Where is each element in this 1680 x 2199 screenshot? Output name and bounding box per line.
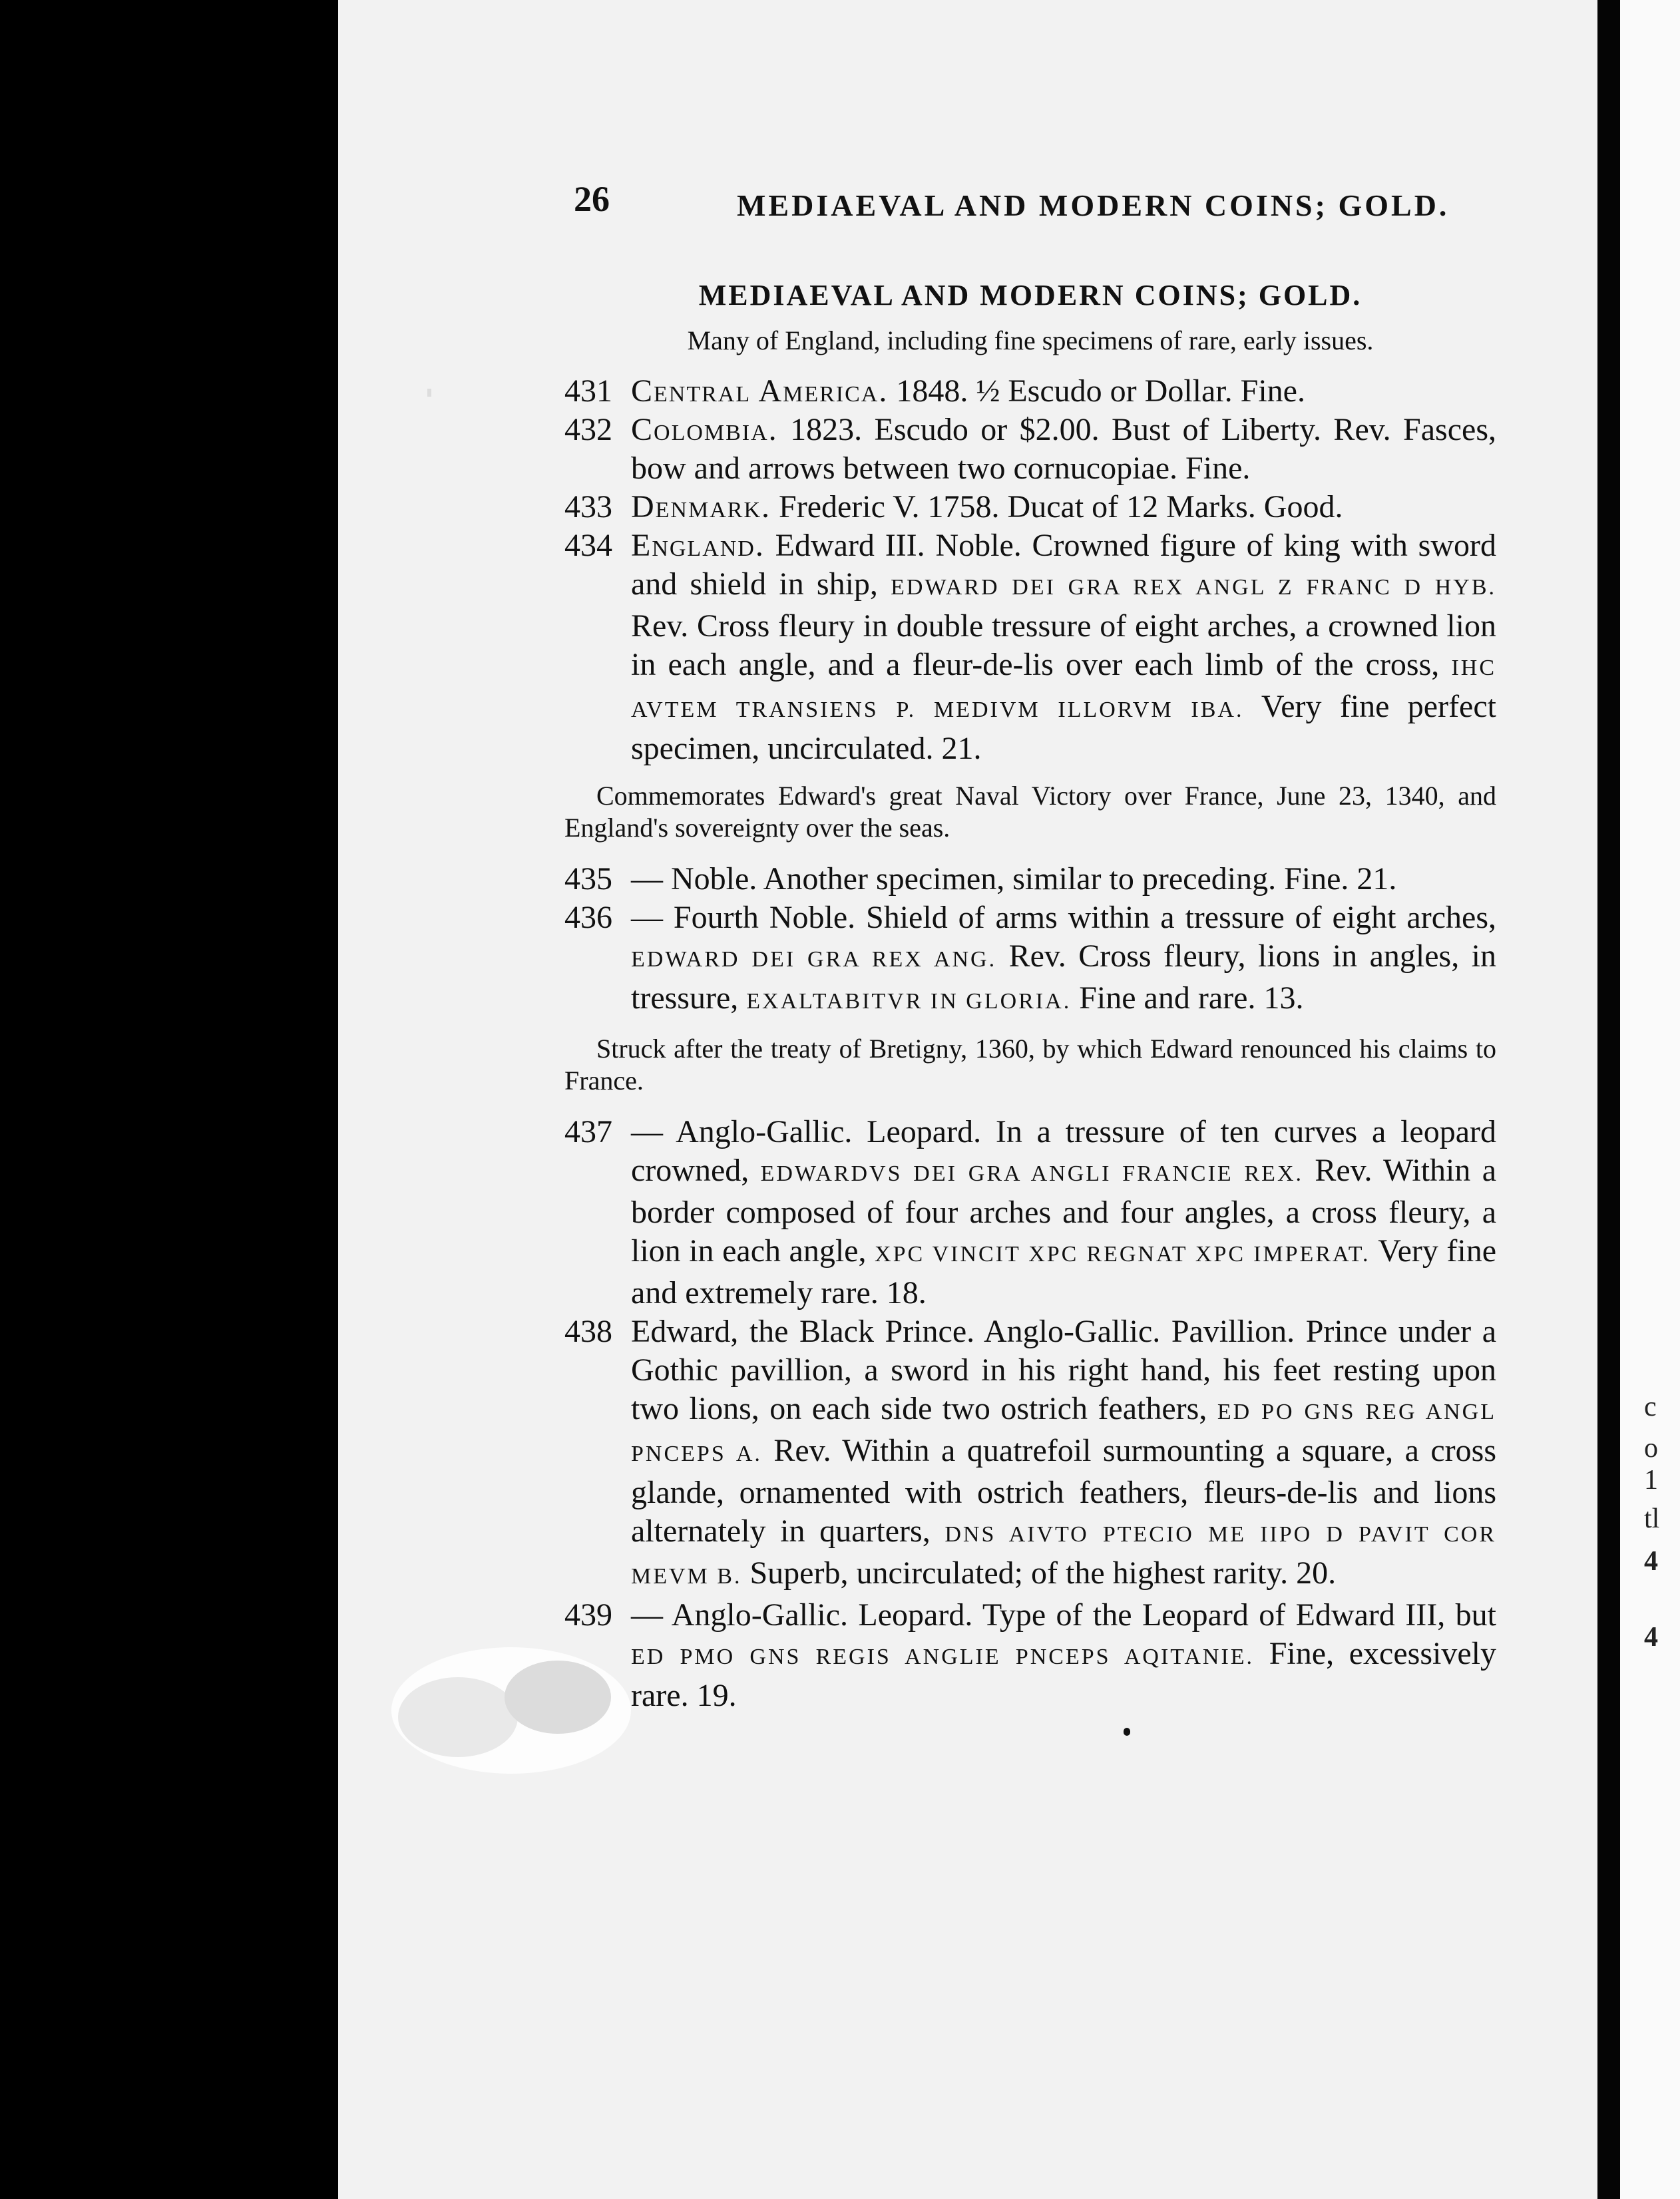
lot-description: Rev. Cross fleury in double tressure of eight arches, a crowned lion in each angle, and a fleur-de-lis over each limb of the cross,: [631, 608, 1496, 682]
historical-note: Commemorates Edward's great Naval Victory over France, June 23, 1340, and England's sovereignty over the seas.: [564, 781, 1496, 843]
lot-434: [564, 526, 1496, 768]
lot-number: 431: [564, 373, 612, 409]
lot-description: Very fine perfect specimen, uncirculated. 21.: [631, 689, 1496, 766]
lot-number: 438: [564, 1314, 612, 1349]
facing-page-fragment: o: [1644, 1433, 1658, 1464]
lot-432: [564, 411, 1496, 488]
lot-number: 435: [564, 861, 612, 897]
facing-page-fragment: 4: [1644, 1622, 1658, 1653]
lot-437: [564, 1113, 1496, 1312]
coin-legend: EXALTABITVR IN GLORIA.: [746, 989, 1072, 1014]
page-gutter: [1597, 0, 1620, 2199]
coin-legend: EDWARD DEI GRA REX ANG.: [631, 947, 997, 972]
lot-description: Frederic V. 1758. Ducat of 12 Marks. Good.: [779, 489, 1343, 524]
facing-page-edge: [1597, 0, 1680, 2199]
coin-legend: EDWARDVS DEI GRA ANGLI FRANCIE REX.: [760, 1161, 1303, 1186]
book-page: [338, 0, 1597, 2199]
lot-description: Edward, the Black Prince. Anglo-Gallic. Pavillion. Prince under a Gothic pavillion, a sword in his right hand, his feet resting upon two lions, on each side two ostrich feathers,: [631, 1314, 1496, 1426]
facing-page-fragment: 1: [1644, 1465, 1658, 1496]
facing-page-fragment: c: [1644, 1392, 1657, 1422]
lot-431: [564, 372, 1496, 411]
lot-country: England.: [631, 528, 765, 563]
lot-description: Rev. Within a quatrefoil surmounting a square, a cross glande, ornamented with ostrich feathers, fleurs-de-lis and lions alternately in quarters,: [631, 1433, 1497, 1549]
section-subheading: Many of England, including fine specimens of rare, early issues.: [687, 325, 1374, 355]
lot-country: Central America.: [631, 373, 889, 409]
page-text: [564, 276, 1496, 1715]
lot-description: Very fine and extremely rare. 18.: [631, 1233, 1497, 1310]
facing-page-fragment: tl: [1644, 1503, 1660, 1534]
lot-number: 436: [564, 900, 612, 935]
lot-description: Superb, uncirculated; of the highest rarity. 20.: [749, 1555, 1337, 1591]
lot-438: [564, 1312, 1496, 1596]
section-heading: MEDIAEVAL AND MODERN COINS; GOLD.: [698, 279, 1363, 311]
lot-number: 439: [564, 1597, 612, 1633]
lot-description: Rev. Cross fleury, lions in angles, in tressure,: [631, 938, 1497, 1016]
lot-description: Edward III. Noble. Crowned figure of king with sword and shield in ship,: [631, 528, 1497, 602]
page-number: 26: [574, 179, 610, 219]
lot-439: [564, 1596, 1496, 1715]
lot-number: 432: [564, 412, 612, 447]
lot-description: Fine, excessively rare. 19.: [631, 1636, 1497, 1713]
coin-legend: IHC AVTEM TRANSIENS P. MEDIVM ILLORVM IBA.: [631, 656, 1496, 722]
lot-description: — Anglo-Gallic. Leopard. In a tressure of ten curves a leopard crowned,: [631, 1114, 1496, 1188]
coin-legend: XPC VINCIT XPC REGNAT XPC IMPERAT.: [875, 1242, 1370, 1267]
lot-436: [564, 899, 1496, 1021]
coin-legend: DNS AIVTO PTECIO ME IIPO D PAVIT COR MEVM B.: [631, 1522, 1497, 1589]
lot-description: 1823. Escudo or $2.00. Bust of Liberty. Rev. Fasces, bow and arrows between two cornucopiae. Fine.: [631, 412, 1497, 486]
lot-country: Colombia.: [631, 412, 778, 447]
coin-legend: ED PO GNS REG ANGL PNCEPS A.: [631, 1400, 1497, 1466]
lot-country: Denmark.: [631, 489, 771, 524]
lot-435: [564, 860, 1496, 899]
coin-legend: EDWARD DEI GRA REX ANGL Z FRANC D HYB.: [891, 575, 1496, 600]
lot-number: 433: [564, 489, 612, 524]
lot-description: 1848. ½ Escudo or Dollar. Fine.: [896, 373, 1305, 409]
lot-description: Fine and rare. 13.: [1079, 980, 1304, 1016]
scan-speck: [427, 389, 431, 397]
lot-433: [564, 488, 1496, 526]
facing-page-fragment: 4: [1644, 1546, 1658, 1577]
running-title: MEDIAEVAL AND MODERN COINS; GOLD.: [737, 188, 1450, 222]
lot-description: — Noble. Another specimen, similar to preceding. Fine. 21.: [631, 861, 1397, 897]
historical-note: Struck after the treaty of Bretigny, 1360, by which Edward renounced his claims to France.: [564, 1034, 1496, 1096]
coin-legend: ED PMO GNS REGIS ANGLIE PNCEPS AQITANIE.: [631, 1645, 1255, 1669]
lot-number: 434: [564, 528, 612, 563]
lot-description: — Anglo-Gallic. Leopard. Type of the Leopard of Edward III, but: [631, 1597, 1496, 1633]
lot-number: 437: [564, 1114, 612, 1149]
lot-description: Rev. Within a border composed of four arches and four angles, a cross fleury, a lion in each angle,: [631, 1153, 1497, 1269]
lot-description: — Fourth Noble. Shield of arms within a tressure of eight arches,: [631, 900, 1496, 935]
ink-dot: [1124, 1728, 1130, 1736]
